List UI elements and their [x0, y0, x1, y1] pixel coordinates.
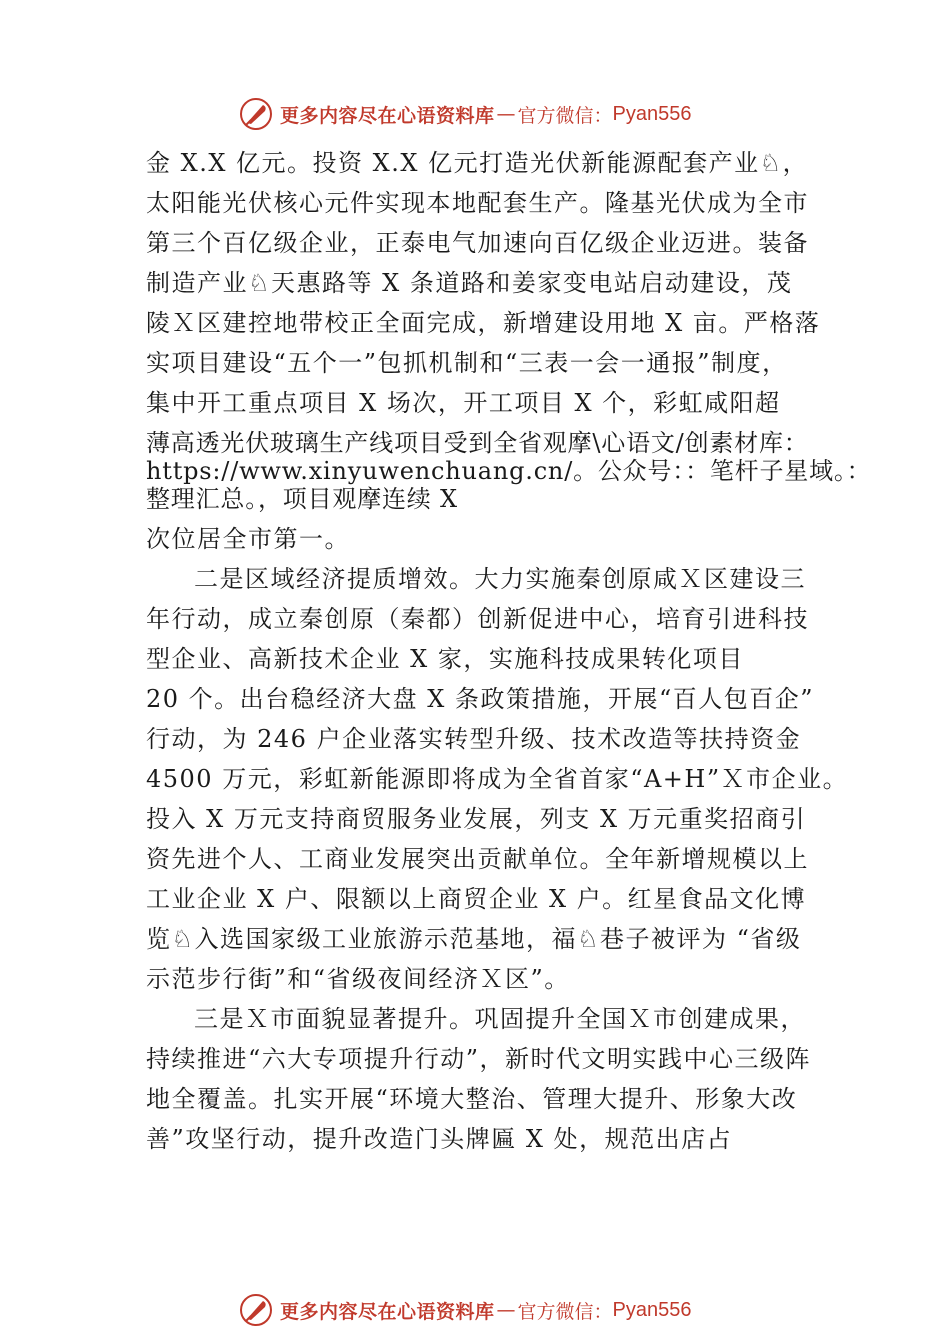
text-line: 善”攻坚行动，提升改造门头牌匾 X 处，规范出店占 [146, 1125, 733, 1153]
banner-wechat-label: 官方微信： [517, 104, 613, 127]
document-body [146, 143, 872, 1159]
text-line: 整理汇总。，项目观摩连续 X [146, 485, 458, 513]
banner-text: 更多内容尽在心语资料库 [280, 104, 495, 127]
text-line: 薄高透光伏玻璃生产线项目受到全省观摩\心语文/创素材库： [146, 429, 809, 457]
text-line: 型企业、高新技术企业 X 家，实施科技成果转化项目 [146, 645, 744, 673]
text-line: 持续推进“六大专项提升行动”，新时代文明实践中心三级阵 [146, 1045, 812, 1073]
header-banner [238, 94, 692, 134]
text-line: 年行动，成立秦创原（秦都）创新促进中心，培育引进科技 [146, 605, 809, 633]
text-line: 太阳能光伏核心元件实现本地配套生产。隆基光伏成为全市 [146, 189, 809, 217]
paragraph-start: 三是Ｘ市面貌显著提升。巩固提升全国Ｘ市创建成果， [194, 1005, 806, 1033]
text-line: 实项目建设“五个一”包抓机制和“三表一会一通报”制度， [146, 349, 788, 377]
text-line: 地全覆盖。扎实开展“环境大整治、管理大提升、形象大改 [146, 1085, 798, 1113]
text-line: https://www.xinyuwenchuang.cn/。公众号：：笔杆子星域。： [146, 457, 872, 485]
text-line: 行动，为 246 户企业落实转型升级、技术改造等扶持资金 [146, 725, 802, 753]
quill-logo-icon [238, 1292, 274, 1328]
text-line: 陵Ｘ区建控地带校正全面完成，新增建设用地 X 亩。严格落 [146, 309, 821, 337]
text-line: 第三个百亿级企业，正泰电气加速向百亿级企业迈进。装备 [146, 229, 809, 257]
text-line: 集中开工重点项目 X 场次，开工项目 X 个，彩虹咸阳超 [146, 389, 781, 417]
banner-wechat-id: Pyan556 [612, 1298, 692, 1321]
banner-dash: — [496, 103, 516, 125]
banner-dash: — [496, 1299, 516, 1321]
text-line: 览♘入选国家级工业旅游示范基地，福♘巷子被评为 “省级 [146, 925, 802, 953]
text-line: 资先进个人、工商业发展突出贡献单位。全年新增规模以上 [146, 845, 809, 873]
text-line: 20 个。出台稳经济大盘 X 条政策措施，开展“百人包百企” [146, 685, 815, 713]
text-line: 制造产业♘天惠路等 X 条道路和姜家变电站启动建设，茂 [146, 269, 793, 297]
paragraph-start: 二是区域经济提质增效。大力实施秦创原咸Ｘ区建设三 [194, 565, 806, 593]
text-line: 次位居全市第一。 [146, 525, 350, 553]
text-line: 工业企业 X 户、限额以上商贸企业 X 户。红星食品文化博 [146, 885, 807, 913]
text-line: 金 X.X 亿元。投资 X.X 亿元打造光伏新能源配套产业♘， [146, 149, 809, 177]
banner-text: 更多内容尽在心语资料库 [280, 1300, 495, 1323]
text-line: 4500 万元，彩虹新能源即将成为全省首家“A+H”Ｘ市企业。 [146, 765, 849, 793]
footer-banner [238, 1290, 692, 1330]
quill-logo-icon [238, 96, 274, 132]
banner-wechat-id: Pyan556 [612, 102, 692, 125]
banner-wechat-label: 官方微信： [517, 1300, 613, 1323]
text-line: 示范步行街”和“省级夜间经济Ｘ区”。 [146, 965, 570, 993]
text-line: 投入 X 万元支持商贸服务业发展，列支 X 万元重奖招商引 [146, 805, 807, 833]
